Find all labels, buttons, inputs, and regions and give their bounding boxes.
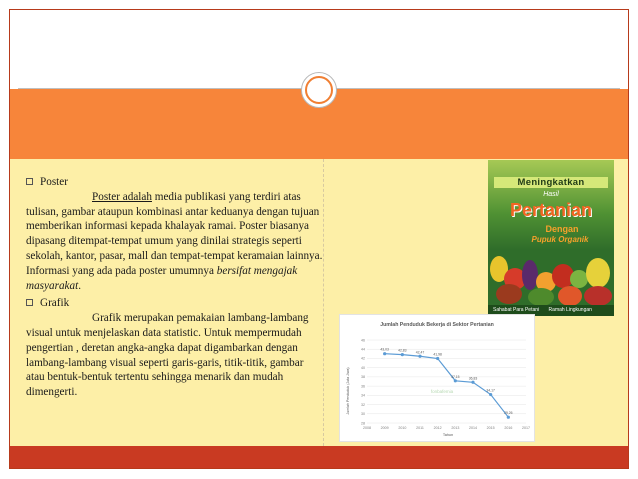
poster-term-link: Poster adalah xyxy=(92,190,152,203)
chart-title: Jumlah Penduduk Bekerja di Sektor Pertanian xyxy=(380,322,494,328)
chart-y-tick-label: 42 xyxy=(361,356,365,361)
chart-point xyxy=(454,379,457,382)
chart-x-tick-label: 2012 xyxy=(433,426,442,430)
leaf-shape xyxy=(528,288,554,306)
chart-series-line xyxy=(385,354,509,417)
grafik-paragraph-text: Grafik merupakan pemakaian lambang-lambang visual untuk menjelaskan data statistic. Untuk mempermudah pengertian , deretan angka-angka dapat digambarkan dengan lambang-lambang visual seperti garis-garis, titik-titik, gambar atau bentuk-bentuk tertentu sehingga menarik dan mudah dimengerti. xyxy=(26,312,309,399)
bullet-poster-label: Poster xyxy=(40,176,68,188)
eggplant-shape xyxy=(522,260,538,290)
poster-image xyxy=(488,160,614,316)
chart-x-tick-label: 2011 xyxy=(416,426,424,430)
chart-grid xyxy=(367,340,526,423)
chart-point xyxy=(436,357,439,360)
chart-data-labels xyxy=(380,348,512,415)
body-text xyxy=(26,175,324,400)
chart-x-tick-label: 2008 xyxy=(363,426,371,430)
chart-y-tick-label: 28 xyxy=(361,421,365,426)
chart-data-label: 34,17 xyxy=(486,388,495,393)
chart-y-tick-label: 40 xyxy=(361,365,365,370)
chart-x-ticks xyxy=(363,426,530,430)
chart-data-label: 29,26 xyxy=(504,411,513,416)
chart-y-tick-label: 38 xyxy=(361,375,365,380)
checkbox-bullet-icon xyxy=(26,178,33,185)
chart-y-ticks xyxy=(361,338,365,425)
carrot-shape xyxy=(558,286,582,306)
apple-shape xyxy=(584,286,612,306)
grafik-paragraph xyxy=(26,311,324,400)
poster-footer-right: Ramah Lingkungan xyxy=(548,307,592,313)
chart-x-tick-label: 2017 xyxy=(522,426,530,430)
poster-title-line3: Pertanian xyxy=(509,200,593,220)
chart-point xyxy=(471,381,474,384)
bullet-grafik-label: Grafik xyxy=(40,297,70,310)
checkbox-bullet-icon xyxy=(26,299,33,306)
poster-paragraph xyxy=(26,190,324,294)
corn-shape xyxy=(586,258,610,288)
chart-y-tick-label: 36 xyxy=(361,384,365,389)
chart-y-tick-label: 34 xyxy=(361,393,365,398)
poster-title-line5: Pupuk Organik xyxy=(531,235,589,244)
poster-footer-left: Sahabat Para Petani xyxy=(493,307,540,313)
chart-data-label: 42,83 xyxy=(398,348,407,353)
bullet-poster xyxy=(26,175,324,190)
poster-paragraph-text: media publikasi yang terdiri atas tulisan, gambar ataupun kombinasi antar keduanya dengan tujuan memberikan informasi kepada khalayak ramai. Poster biasanya dipasang ditempat-tempat umum yang dinilai strategis seperti sekolah, kantor, pasar, mall dan tempat-tempat keramaian lainnya. Informasi yang ada pada poster umumnya xyxy=(26,190,323,277)
chart-x-tick-label: 2010 xyxy=(398,426,407,430)
ornament-circle-inner xyxy=(305,76,333,104)
poster-paragraph-end: . xyxy=(78,279,81,292)
chart-x-tick-label: 2014 xyxy=(469,426,477,430)
chart-data-label: 37,15 xyxy=(451,374,460,379)
poster-title-line2: Hasil xyxy=(543,191,559,198)
chart-data-label: 41,98 xyxy=(433,352,442,357)
potato-shape xyxy=(496,284,522,304)
chart-x-tick-label: 2009 xyxy=(380,426,389,430)
chart-point xyxy=(489,393,492,396)
chart-point xyxy=(401,353,404,356)
chart-points xyxy=(383,352,510,419)
chart-x-tick-label: 2015 xyxy=(486,426,495,430)
bottom-band xyxy=(10,446,628,468)
chart-y-tick-label: 46 xyxy=(361,338,365,343)
chart-x-tick-label: 2013 xyxy=(451,426,460,430)
poster-title-line4: Dengan xyxy=(545,224,579,234)
chart-data-label: 36,83 xyxy=(468,376,478,381)
chart-x-axis-label: Tahun xyxy=(442,433,454,437)
chart-data-label: 42,47 xyxy=(415,350,425,355)
chart-y-axis-label: Jumlah Penduduk (Juta Jiwa) xyxy=(346,367,350,415)
line-chart xyxy=(339,314,535,442)
chart-svg xyxy=(340,315,534,441)
chart-y-tick-label: 32 xyxy=(361,402,365,407)
chart-watermark: fonbafemia xyxy=(430,389,454,394)
chart-data-label: 43,03 xyxy=(380,347,389,352)
poster-title-line1: Meningkatkan xyxy=(494,177,608,188)
poster-paragraph-italic: bersifat mengajak masyarakat xyxy=(26,264,298,292)
chart-y-tick-label: 44 xyxy=(361,347,365,352)
chart-point xyxy=(507,416,510,419)
chart-x-tick-label: 2016 xyxy=(504,426,513,430)
chart-point xyxy=(418,355,421,358)
bullet-grafik xyxy=(26,296,324,311)
chart-point xyxy=(383,352,386,355)
chart-y-tick-label: 30 xyxy=(361,412,365,417)
